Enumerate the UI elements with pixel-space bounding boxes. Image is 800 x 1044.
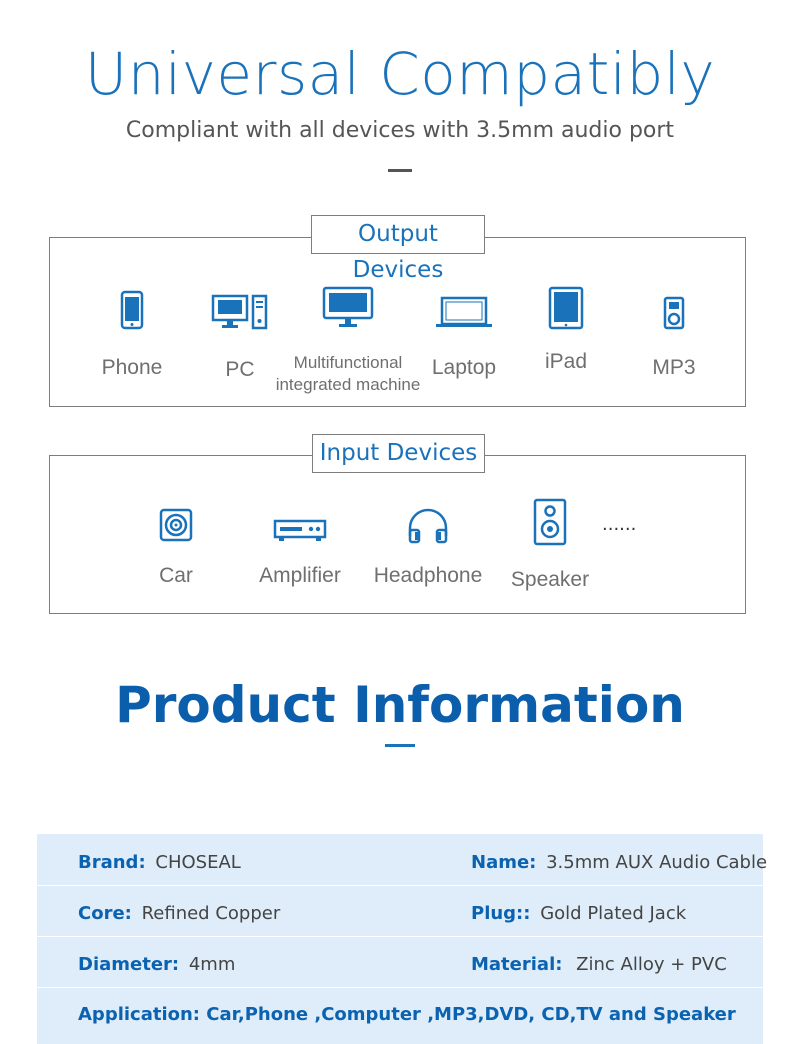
monitor-icon xyxy=(322,286,374,330)
device-laptop xyxy=(420,296,508,380)
divider xyxy=(385,744,415,747)
divider xyxy=(388,169,412,172)
plug-key: Plug:: xyxy=(471,903,531,924)
brand-value: CHOSEAL xyxy=(155,852,241,873)
device-amplifier xyxy=(250,518,350,588)
device-label-line1: Multifunctional xyxy=(293,353,403,372)
plug-value: Gold Plated Jack xyxy=(540,903,687,924)
desktop-pc-icon xyxy=(211,294,269,330)
material-key: Material: xyxy=(471,954,563,975)
more-devices-ellipsis: ...... xyxy=(602,514,637,535)
core-row xyxy=(78,903,280,924)
material-value: Zinc Alloy + PVC xyxy=(576,954,727,975)
device-car xyxy=(136,508,216,588)
amplifier-icon xyxy=(273,518,327,544)
phone-icon xyxy=(120,290,144,330)
brand-key: Brand: xyxy=(78,852,146,873)
name-value: 3.5mm AUX Audio Cable xyxy=(546,852,768,873)
material-row xyxy=(471,954,727,975)
device-label: Phone xyxy=(101,356,163,379)
device-integrated-machine xyxy=(268,286,428,396)
device-ipad xyxy=(530,286,602,374)
name-row xyxy=(471,852,767,873)
row-divider xyxy=(37,936,763,937)
device-label: Speaker xyxy=(510,568,590,591)
mp3-player-icon xyxy=(663,296,685,330)
device-label: Car xyxy=(159,564,193,587)
laptop-icon xyxy=(435,296,493,330)
brand-row xyxy=(78,852,241,873)
product-info-table xyxy=(37,834,768,1044)
page-subtitle: Compliant with all devices with 3.5mm audio port xyxy=(125,118,675,143)
core-key: Core: xyxy=(78,903,132,924)
output-devices-label: Output Devices xyxy=(311,215,485,254)
tablet-icon xyxy=(548,286,584,330)
device-speaker xyxy=(500,498,600,592)
row-divider xyxy=(37,987,763,988)
application-row: Application: Car,Phone ,Computer ,MP3,DVD, CD,TV and Speaker xyxy=(78,1004,736,1025)
device-label: MP3 xyxy=(652,356,696,379)
device-mp3 xyxy=(638,296,710,380)
diameter-key: Diameter: xyxy=(78,954,180,975)
section-heading: Product Information xyxy=(115,676,685,734)
diameter-row xyxy=(78,954,235,975)
device-label: PC xyxy=(225,358,255,381)
core-value: Refined Copper xyxy=(141,903,281,924)
device-label: Amplifier xyxy=(259,564,341,587)
device-label: Laptop xyxy=(431,356,497,379)
device-label-line2: integrated machine xyxy=(275,375,421,394)
device-headphone xyxy=(368,506,488,588)
page-title: Universal Compatibly xyxy=(84,40,716,108)
input-devices-label: Input Devices xyxy=(312,434,485,473)
speaker-icon xyxy=(533,498,567,546)
device-label: iPad xyxy=(544,350,588,373)
headphone-icon xyxy=(405,506,451,546)
diameter-value: 4mm xyxy=(188,954,236,975)
device-phone xyxy=(92,290,172,380)
row-divider xyxy=(37,885,763,886)
device-label: Headphone xyxy=(373,564,483,587)
car-speaker-icon xyxy=(159,508,193,542)
plug-row xyxy=(471,903,686,924)
name-key: Name: xyxy=(471,852,537,873)
